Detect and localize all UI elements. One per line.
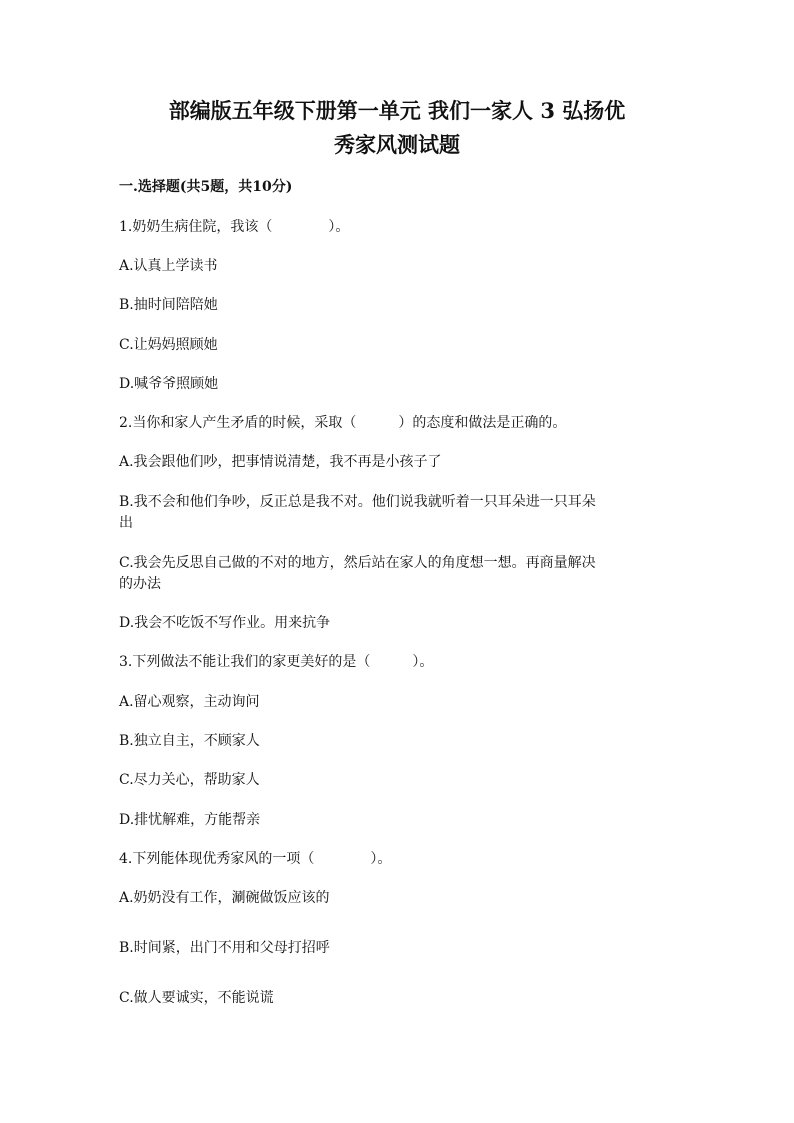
question-4-option-b: B.时间紧，出门不用和父母打招呼 bbox=[119, 940, 330, 956]
question-3-option-d: D.排忧解难，方能帮亲 bbox=[119, 812, 261, 828]
question-1-option-b: B.抽时间陪陪她 bbox=[119, 297, 218, 313]
question-2-option-b-line-2: 出 bbox=[119, 515, 133, 531]
page-title-line-2: 秀家风测试题 bbox=[334, 132, 460, 157]
question-2-stem: 2.当你和家人产生矛盾的时候，采取（ ）的态度和做法是正确的。 bbox=[119, 415, 567, 431]
question-2-option-a: A.我会跟他们吵，把事情说清楚，我不再是小孩子了 bbox=[119, 454, 442, 470]
question-4-option-a: A.奶奶没有工作，涮碗做饭应该的 bbox=[119, 890, 330, 906]
question-4-stem: 4.下列能体现优秀家风的一项（ ）。 bbox=[119, 851, 392, 867]
question-3-stem: 3.下列做法不能让我们的家更美好的是（ ）。 bbox=[119, 654, 434, 670]
question-1-option-a: A.认真上学读书 bbox=[119, 258, 218, 274]
question-3-option-b: B.独立自主，不顾家人 bbox=[119, 733, 260, 749]
question-1-stem: 1.奶奶生病住院，我该（ ）。 bbox=[119, 219, 350, 235]
question-3-option-c: C.尽力关心，帮助家人 bbox=[119, 772, 260, 788]
question-2-option-c-line-1: C.我会先反思自己做的不对的地方，然后站在家人的角度想一想。再商量解决 bbox=[119, 555, 596, 571]
question-2-option-d: D.我会不吃饭不写作业。用来抗争 bbox=[119, 615, 331, 631]
question-3-option-a: A.留心观察，主动询问 bbox=[119, 694, 260, 710]
question-2-option-c-line-2: 的办法 bbox=[119, 576, 161, 592]
section-heading: 一.选择题(共5题，共10分) bbox=[119, 179, 293, 195]
question-1-option-c: C.让妈妈照顾她 bbox=[119, 337, 218, 353]
question-1-option-d: D.喊爷爷照顾她 bbox=[119, 376, 219, 392]
page-title-line-1: 部编版五年级下册第一单元 我们一家人 3 弘扬优 bbox=[168, 98, 626, 123]
question-2-option-b-line-1: B.我不会和他们争吵，反正总是我不对。他们说我就听着一只耳朵进一只耳朵 bbox=[119, 494, 596, 510]
question-4-option-c: C.做人要诚实，不能说谎 bbox=[119, 990, 274, 1006]
